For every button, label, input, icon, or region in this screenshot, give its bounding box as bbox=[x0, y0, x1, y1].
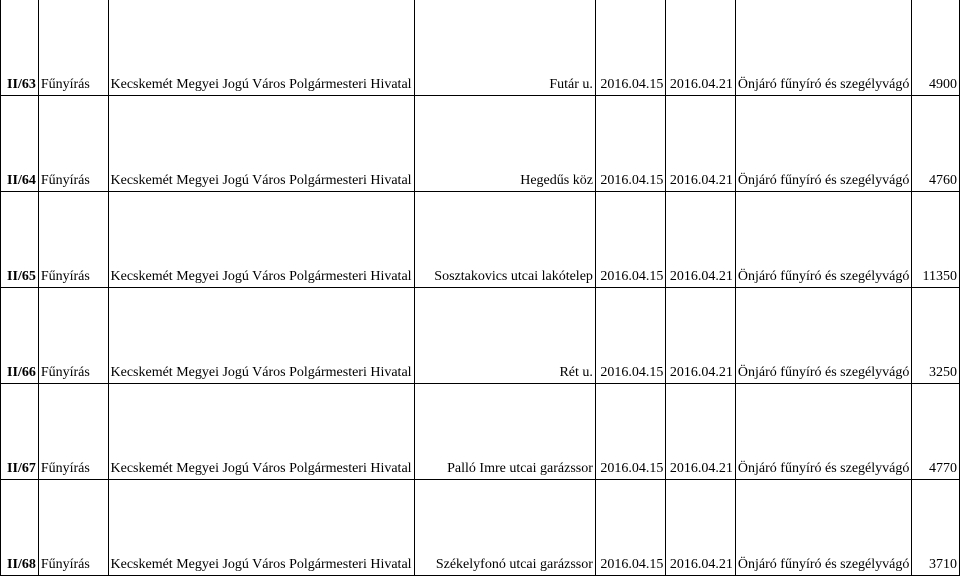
equipment-cell[interactable]: Önjáró fűnyíró és szegélyvágó bbox=[735, 288, 911, 384]
organization-cell[interactable]: Kecskemét Megyei Jogú Város Polgármesteri Hivatal bbox=[108, 288, 414, 384]
equipment-cell[interactable]: Önjáró fűnyíró és szegélyvágó bbox=[735, 0, 911, 96]
end-date-cell[interactable]: 2016.04.21 bbox=[666, 0, 736, 96]
equipment-cell[interactable]: Önjáró fűnyíró és szegélyvágó bbox=[735, 96, 911, 192]
end-date-cell[interactable]: 2016.04.21 bbox=[666, 480, 736, 576]
table-row bbox=[1, 384, 960, 480]
equipment-cell[interactable]: Önjáró fűnyíró és szegélyvágó bbox=[735, 192, 911, 288]
end-date-cell[interactable]: 2016.04.21 bbox=[666, 384, 736, 480]
quantity-cell[interactable]: 4770 bbox=[912, 384, 960, 480]
row-id-cell[interactable]: II/63 bbox=[1, 0, 39, 96]
quantity-cell[interactable]: 3250 bbox=[912, 288, 960, 384]
row-id-cell[interactable]: II/64 bbox=[1, 96, 39, 192]
activity-cell[interactable]: Fűnyírás bbox=[38, 288, 108, 384]
quantity-cell[interactable]: 3710 bbox=[912, 480, 960, 576]
start-date-cell[interactable]: 2016.04.15 bbox=[595, 192, 665, 288]
start-date-cell[interactable]: 2016.04.15 bbox=[595, 96, 665, 192]
end-date-cell[interactable]: 2016.04.21 bbox=[666, 96, 736, 192]
quantity-cell[interactable]: 4900 bbox=[912, 0, 960, 96]
table-row bbox=[1, 192, 960, 288]
quantity-cell[interactable]: 11350 bbox=[912, 192, 960, 288]
location-cell[interactable]: Palló Imre utcai garázssor bbox=[414, 384, 595, 480]
activity-cell[interactable]: Fűnyírás bbox=[38, 480, 108, 576]
table-row bbox=[1, 0, 960, 96]
organization-cell[interactable]: Kecskemét Megyei Jogú Város Polgármesteri Hivatal bbox=[108, 480, 414, 576]
end-date-cell[interactable]: 2016.04.21 bbox=[666, 288, 736, 384]
row-id-cell[interactable]: II/67 bbox=[1, 384, 39, 480]
activity-cell[interactable]: Fűnyírás bbox=[38, 96, 108, 192]
organization-cell[interactable]: Kecskemét Megyei Jogú Város Polgármesteri Hivatal bbox=[108, 96, 414, 192]
start-date-cell[interactable]: 2016.04.15 bbox=[595, 384, 665, 480]
activity-cell[interactable]: Fűnyírás bbox=[38, 384, 108, 480]
equipment-cell[interactable]: Önjáró fűnyíró és szegélyvágó bbox=[735, 480, 911, 576]
row-id-cell[interactable]: II/68 bbox=[1, 480, 39, 576]
table-row bbox=[1, 96, 960, 192]
location-cell[interactable]: Sosztakovics utcai lakótelep bbox=[414, 192, 595, 288]
activity-cell[interactable]: Fűnyírás bbox=[38, 192, 108, 288]
organization-cell[interactable]: Kecskemét Megyei Jogú Város Polgármesteri Hivatal bbox=[108, 192, 414, 288]
location-cell[interactable]: Székelyfonó utcai garázssor bbox=[414, 480, 595, 576]
row-id-cell[interactable]: II/66 bbox=[1, 288, 39, 384]
activity-cell[interactable]: Fűnyírás bbox=[38, 0, 108, 96]
end-date-cell[interactable]: 2016.04.21 bbox=[666, 192, 736, 288]
location-cell[interactable]: Futár u. bbox=[414, 0, 595, 96]
table-body bbox=[1, 0, 960, 576]
row-id-cell[interactable]: II/65 bbox=[1, 192, 39, 288]
equipment-cell[interactable]: Önjáró fűnyíró és szegélyvágó bbox=[735, 384, 911, 480]
organization-cell[interactable]: Kecskemét Megyei Jogú Város Polgármesteri Hivatal bbox=[108, 384, 414, 480]
location-cell[interactable]: Rét u. bbox=[414, 288, 595, 384]
location-cell[interactable]: Hegedűs köz bbox=[414, 96, 595, 192]
quantity-cell[interactable]: 4760 bbox=[912, 96, 960, 192]
table-row bbox=[1, 480, 960, 576]
start-date-cell[interactable]: 2016.04.15 bbox=[595, 288, 665, 384]
organization-cell[interactable]: Kecskemét Megyei Jogú Város Polgármesteri Hivatal bbox=[108, 0, 414, 96]
start-date-cell[interactable]: 2016.04.15 bbox=[595, 0, 665, 96]
start-date-cell[interactable]: 2016.04.15 bbox=[595, 480, 665, 576]
table-row bbox=[1, 288, 960, 384]
